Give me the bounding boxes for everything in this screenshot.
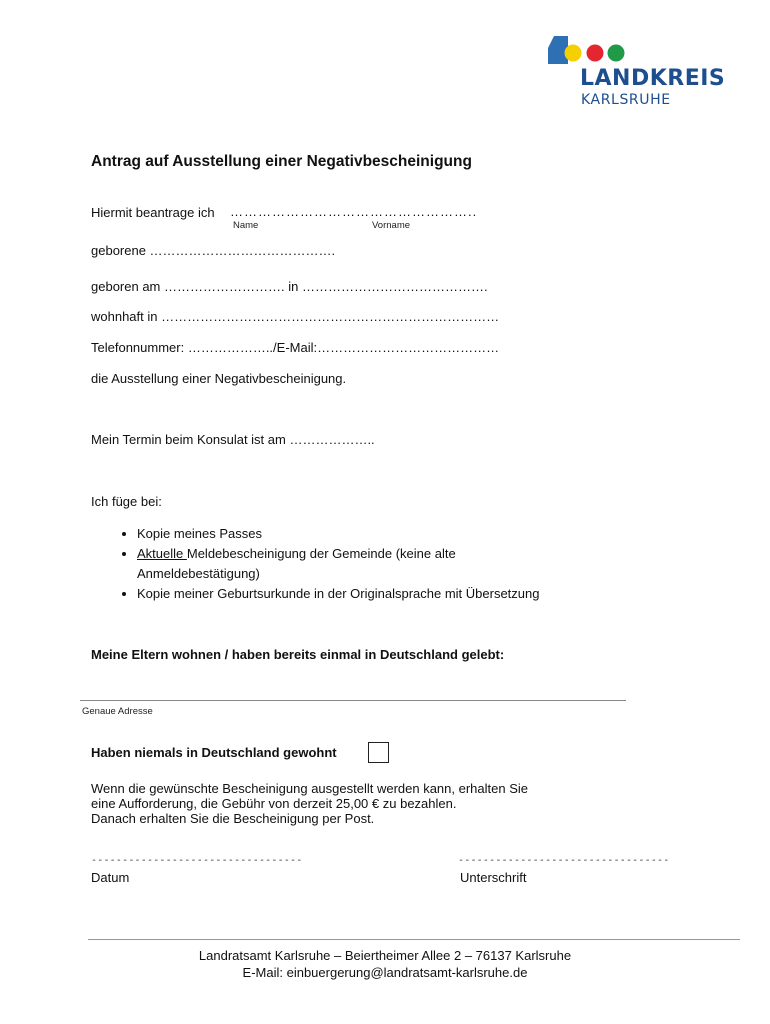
request-prefix: Hiermit beantrage ich [91,205,215,220]
footer [0,947,770,981]
logo-title: LANDKREIS [580,66,726,91]
footer-address: Landratsamt Karlsruhe – Beiertheimer Allee 2 – 76137 Karlsruhe [198,948,572,963]
list-item: • Kopie meiner Geburtsurkunde in der Originalsprache mit Übersetzung [137,584,577,604]
adresse-line[interactable] [80,700,626,701]
notice-line-1: Wenn die gewünschte Bescheinigung ausgestellt werden kann, erhalten Sie [91,781,528,796]
list-item: • Kopie meines Passes [137,524,577,544]
logo-green-dot [608,45,625,62]
eltern-heading: Meine Eltern wohnen / haben bereits einmal in Deutschland gelebt: [91,647,505,662]
adresse-label: Genaue Adresse [82,706,153,717]
fuege-bei-label: Ich füge bei: [91,494,162,509]
termin-field[interactable]: Mein Termin beim Konsulat ist am ……………….. [91,432,375,447]
wohnhaft-field[interactable]: wohnhaft in …………………………………………………………………… [91,309,500,324]
footer-email: E-Mail: einbuergerung@landratsamt-karlsruhe.de [242,965,528,980]
geborene-field[interactable]: geborene ……………………………………. [91,243,336,258]
vorname-label: Vorname [372,220,411,231]
form-title: Antrag auf Ausstellung einer Negativbescheinigung [91,153,472,170]
datum-line[interactable]: ---------------------------------- [91,855,303,866]
niemals-label: Haben niemals in Deutschland gewohnt [91,745,337,760]
notice-line-3: Danach erhalten Sie die Bescheinigung per Post. [91,811,375,826]
list-item: • Aktuelle Meldebescheinigung der Gemeinde (keine alte Anmeldebestätigung) [137,544,577,584]
logo-yellow-dot [565,45,582,62]
logo-blue-shape [548,36,568,64]
footer-divider [88,939,740,940]
niemals-checkbox[interactable] [368,742,389,763]
notice-line-2: eine Aufforderung, die Gebühr von derzeit 25,00 € zu bezahlen. [91,796,457,811]
name-label: Name [233,220,259,231]
logo-red-dot [587,45,604,62]
ausstellung-text: die Ausstellung einer Negativbescheinigung. [91,371,347,386]
unterschrift-line[interactable]: ---------------------------------- [458,855,670,866]
unterschrift-label: Unterschrift [460,870,527,885]
geboren-am-field[interactable]: geboren am ………………………. in ……………………………………. [91,279,488,294]
telefon-email-field[interactable]: Telefonnummer: ………………../E-Mail:…………………………………… [91,340,500,355]
datum-label: Datum [91,870,130,885]
attachments-list [91,524,577,604]
request-name-field[interactable]: …………………………………………….. [230,204,478,219]
logo-subtitle: KARLSRUHE [581,92,671,108]
